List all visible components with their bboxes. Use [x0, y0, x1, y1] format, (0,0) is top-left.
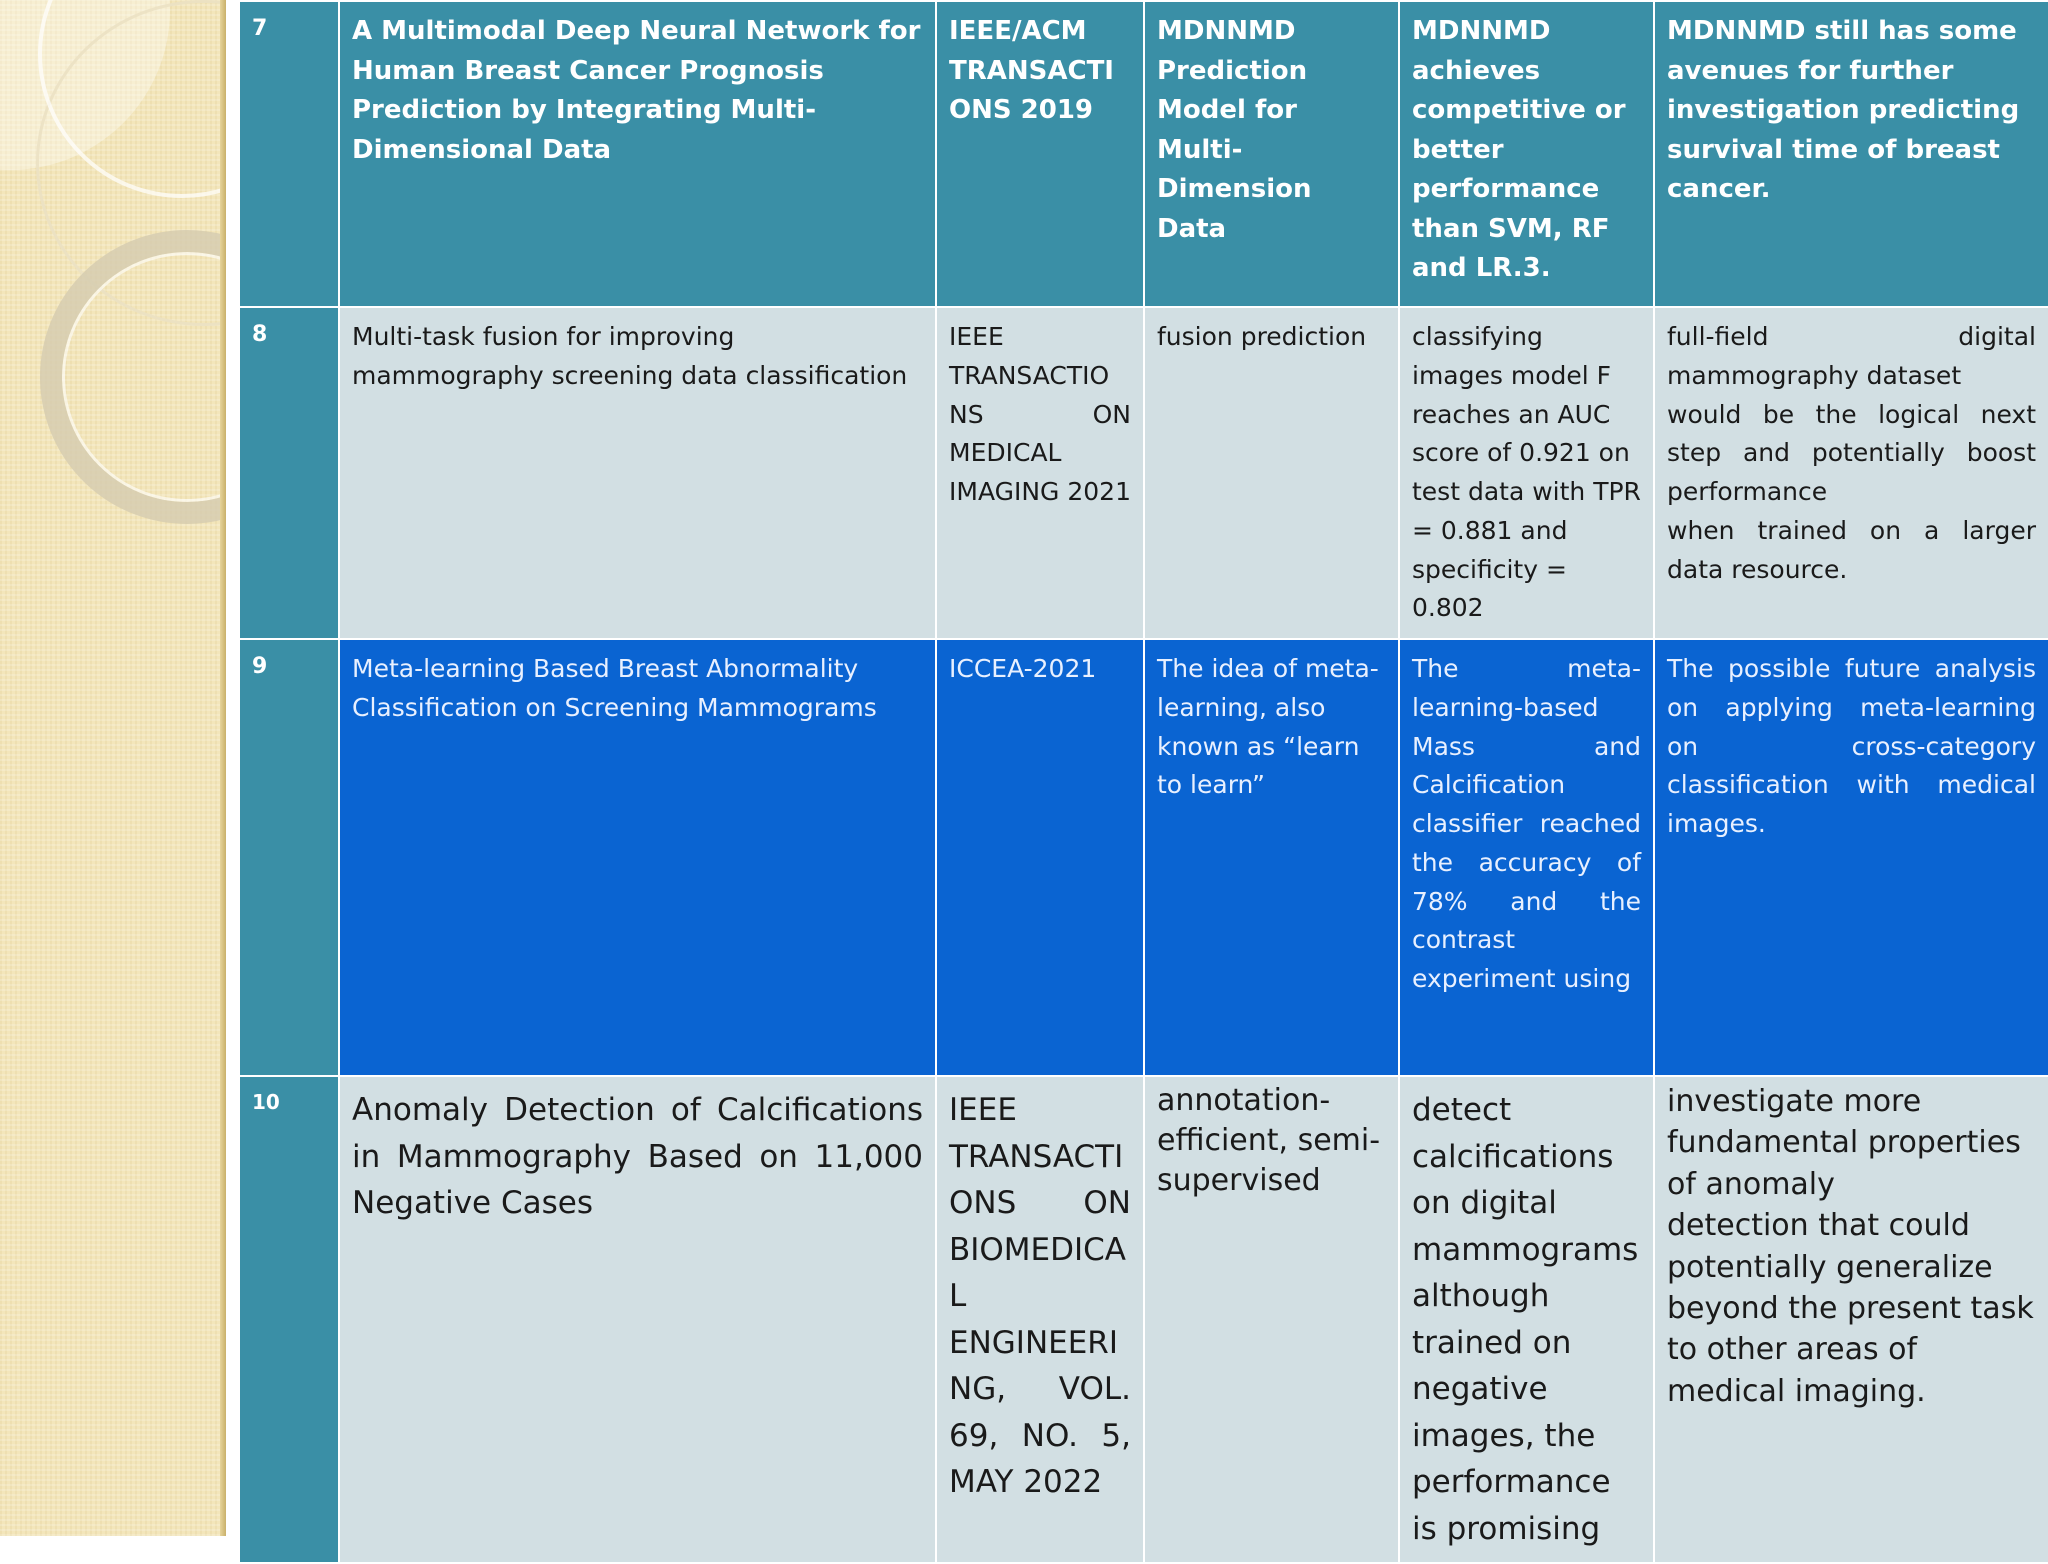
row-number: 9 [239, 639, 339, 1076]
paper-result: detect calcifications on digital mammograms although trained on negative images, the performance is promising [1399, 1076, 1654, 1563]
sidebar-edge [220, 0, 226, 1536]
paper-title: A Multimodal Deep Neural Network for Human Breast Cancer Prognosis Prediction by Integrating Multi-Dimensional Data [339, 1, 936, 307]
paper-title: Multi-task fusion for improving mammography screening data classification [339, 307, 936, 639]
table-row [239, 1, 2048, 307]
paper-title: Meta-learning Based Breast Abnormality Classification on Screening Mammograms [339, 639, 936, 1076]
paper-future-work: MDNNMD still has some avenues for further investigation predicting survival time of breast cancer. [1654, 1, 2048, 307]
paper-title: Anomaly Detection of Calcifications in Mammography Based on 11,000 Negative Cases [339, 1076, 936, 1563]
paper-result: MDNNMD achieves competitive or better performance than SVM, RF and LR.3. [1399, 1, 1654, 307]
decorative-sidebar [0, 0, 226, 1536]
decorative-ring [40, 230, 226, 524]
table-row [239, 639, 2048, 1076]
paper-method: fusion prediction [1144, 307, 1399, 639]
paper-venue: IEEE TRANSACTIO NS ON MEDICAL IMAGING 2021 [936, 307, 1144, 639]
paper-venue: IEEE/ACM TRANSACTI ONS 2019 [936, 1, 1144, 307]
paper-future-work: full-field digital mammography dataset would be the logical next step and potentially boost performance when trained on a larger data resource. [1654, 307, 2048, 639]
table-row [239, 1076, 2048, 1563]
paper-future-work: The possible future analysis on applying meta-learning on cross-category classification with medical images. [1654, 639, 2048, 1076]
paper-method: MDNNMD Prediction Model for Multi-Dimension Data [1144, 1, 1399, 307]
paper-method: annotation-efficient, semi-supervised [1144, 1076, 1399, 1563]
paper-result: The meta-learning-based Mass and Calcification classifier reached the accuracy of 78% and the contrast experiment using [1399, 639, 1654, 1076]
literature-review-table [238, 0, 2048, 1564]
paper-venue: IEEE TRANSACTI ONS ON BIOMEDICA L ENGINEERI NG, VOL. 69, NO. 5, MAY 2022 [936, 1076, 1144, 1563]
literature-table-container [238, 0, 2048, 1547]
table-row [239, 307, 2048, 639]
paper-method: The idea of meta-learning, also known as “learn to learn” [1144, 639, 1399, 1076]
row-number: 8 [239, 307, 339, 639]
paper-result: classifying images model F reaches an AUC score of 0.921 on test data with TPR = 0.881 and specificity = 0.802 [1399, 307, 1654, 639]
paper-future-work: investigate more fundamental properties of anomaly detection that could potentially generalize beyond the present task to other areas of medical imaging. [1654, 1076, 2048, 1563]
row-number: 7 [239, 1, 339, 307]
paper-venue: ICCEA-2021 [936, 639, 1144, 1076]
row-number: 10 [239, 1076, 339, 1563]
